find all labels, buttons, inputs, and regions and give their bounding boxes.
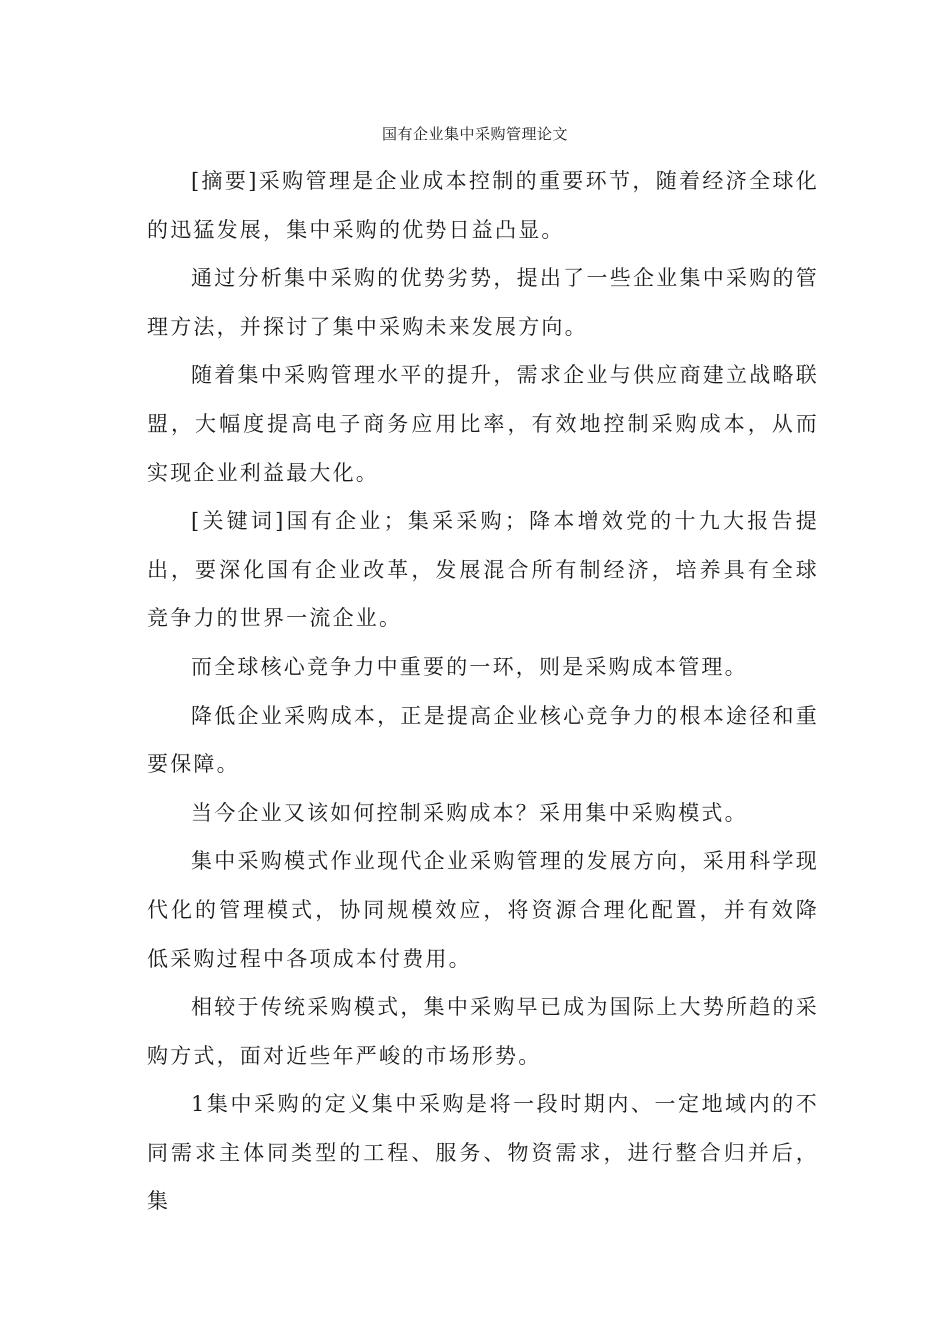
paragraph-keywords: [关键词]国有企业；集采采购；降本增效党的十九大报告提出，要深化国有企业改革，发展混合所有制经济，培养具有全球竞争力的世界一流企业。 [147,509,819,631]
paragraph-abstract: [摘要]采购管理是企业成本控制的重要环节，随着经济全球化的迅猛发展，集中采购的优势日益凸显。 [147,169,819,242]
paragraph: 相较于传统采购模式，集中采购早已成为国际上大势所趋的采购方式，面对近些年严峻的市场形势。 [147,995,819,1068]
paragraph: 而全球核心竞争力中重要的一环，则是采购成本管理。 [191,654,748,679]
paragraph: 随着集中采购管理水平的提升，需求企业与供应商建立战略联盟，大幅度提高电子商务应用比率，有效地控制采购成本，从而实现企业利益最大化。 [147,363,819,485]
document-title: 国有企业集中采购管理论文 [381,125,568,143]
paragraph: 降低企业采购成本，正是提高企业核心竞争力的根本途径和重要保障。 [147,703,819,777]
paragraph: 当今企业又该如何控制采购成本？采用集中采购模式。 [191,800,748,825]
paragraph: 通过分析集中采购的优势劣势，提出了一些企业集中采购的管理方法，并探讨了集中采购未来发展方向。 [147,266,819,339]
paragraph: 集中采购模式作业现代企业采购管理的发展方向，采用科学现代化的管理模式，协同规模效应，将资源合理化配置，并有效降低采购过程中各项成本付费用。 [147,849,819,971]
document-body [147,157,819,1226]
paragraph-section-1: 1集中采购的定义集中采购是将一段时期内、一定地域内的不同需求主体同类型的工程、服务、物资需求，进行整合归并后，集 [147,1092,819,1214]
